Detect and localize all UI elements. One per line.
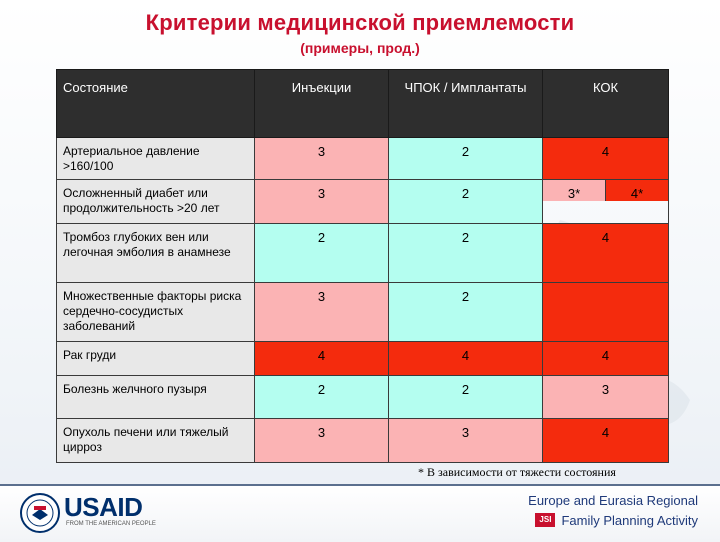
- koc-cell: 4: [543, 224, 669, 283]
- injections-cell: 3: [255, 138, 389, 180]
- injections-cell: 3: [255, 283, 389, 342]
- table-row: [57, 224, 669, 283]
- implants-cell: 2: [389, 376, 543, 419]
- usaid-logo-text: USAID: [64, 492, 143, 522]
- injections-cell: 2: [255, 376, 389, 419]
- koc-cell: 3: [543, 376, 669, 419]
- criteria-table: [56, 69, 669, 463]
- table-header-row: [57, 70, 669, 138]
- condition-cell: Тромбоз глубоких вен или легочная эмболия в анамнезе: [57, 224, 255, 283]
- condition-cell: Артериальное давление >160/100: [57, 138, 255, 180]
- condition-cell: Множественные факторы риска сердечно-сосудистых заболеваний: [57, 283, 255, 342]
- implants-cell: 2: [389, 283, 543, 342]
- condition-cell: Болезнь желчного пузыря: [57, 376, 255, 419]
- region-line-1: Europe and Eurasia Regional: [528, 493, 698, 508]
- koc-cell: 4: [543, 342, 669, 376]
- usaid-tagline: FROM THE AMERICAN PEOPLE: [66, 521, 156, 527]
- column-header-condition: Состояние: [57, 70, 255, 138]
- table-row: [57, 342, 669, 376]
- column-header-injections: Инъекции: [255, 70, 389, 138]
- implants-cell: 2: [389, 138, 543, 180]
- injections-cell: 3: [255, 180, 389, 224]
- usaid-seal-icon: [20, 493, 60, 533]
- footer-bar: [0, 484, 720, 542]
- condition-cell: Осложненный диабет или продолжительность >20 лет: [57, 180, 255, 224]
- jsi-logo: JSI: [535, 513, 555, 527]
- table-row: [57, 180, 669, 224]
- implants-cell: 2: [389, 224, 543, 283]
- table-row: [57, 283, 669, 342]
- condition-cell: Опухоль печени или тяжелый цирроз: [57, 419, 255, 463]
- injections-cell: 4: [255, 342, 389, 376]
- koc-cell-b: 4*: [605, 180, 668, 201]
- implants-cell: 3: [389, 419, 543, 463]
- region-line-2: Family Planning Activity: [561, 512, 698, 528]
- condition-cell: Рак груди: [57, 342, 255, 376]
- injections-cell: 2: [255, 224, 389, 283]
- koc-cell: [543, 283, 669, 342]
- page-title: Критерии медицинской приемлемости: [145, 10, 575, 35]
- koc-cell: 4: [543, 419, 669, 463]
- koc-cell: 4: [543, 138, 669, 180]
- table-row: [57, 138, 669, 180]
- column-header-implants: ЧПОК / Имплантаты: [389, 70, 543, 138]
- column-header-koc: КОК: [543, 70, 669, 138]
- page-subtitle: (примеры, прод.): [300, 40, 420, 56]
- koc-split-cell: [543, 180, 669, 224]
- implants-cell: 2: [389, 180, 543, 224]
- koc-cell-a: 3*: [543, 180, 605, 201]
- table-row: [57, 419, 669, 463]
- implants-cell: 4: [389, 342, 543, 376]
- table-row: [57, 376, 669, 419]
- region-program-label: [528, 492, 698, 529]
- footnote: * В зависимости от тяжести состояния: [418, 465, 616, 479]
- injections-cell: 3: [255, 419, 389, 463]
